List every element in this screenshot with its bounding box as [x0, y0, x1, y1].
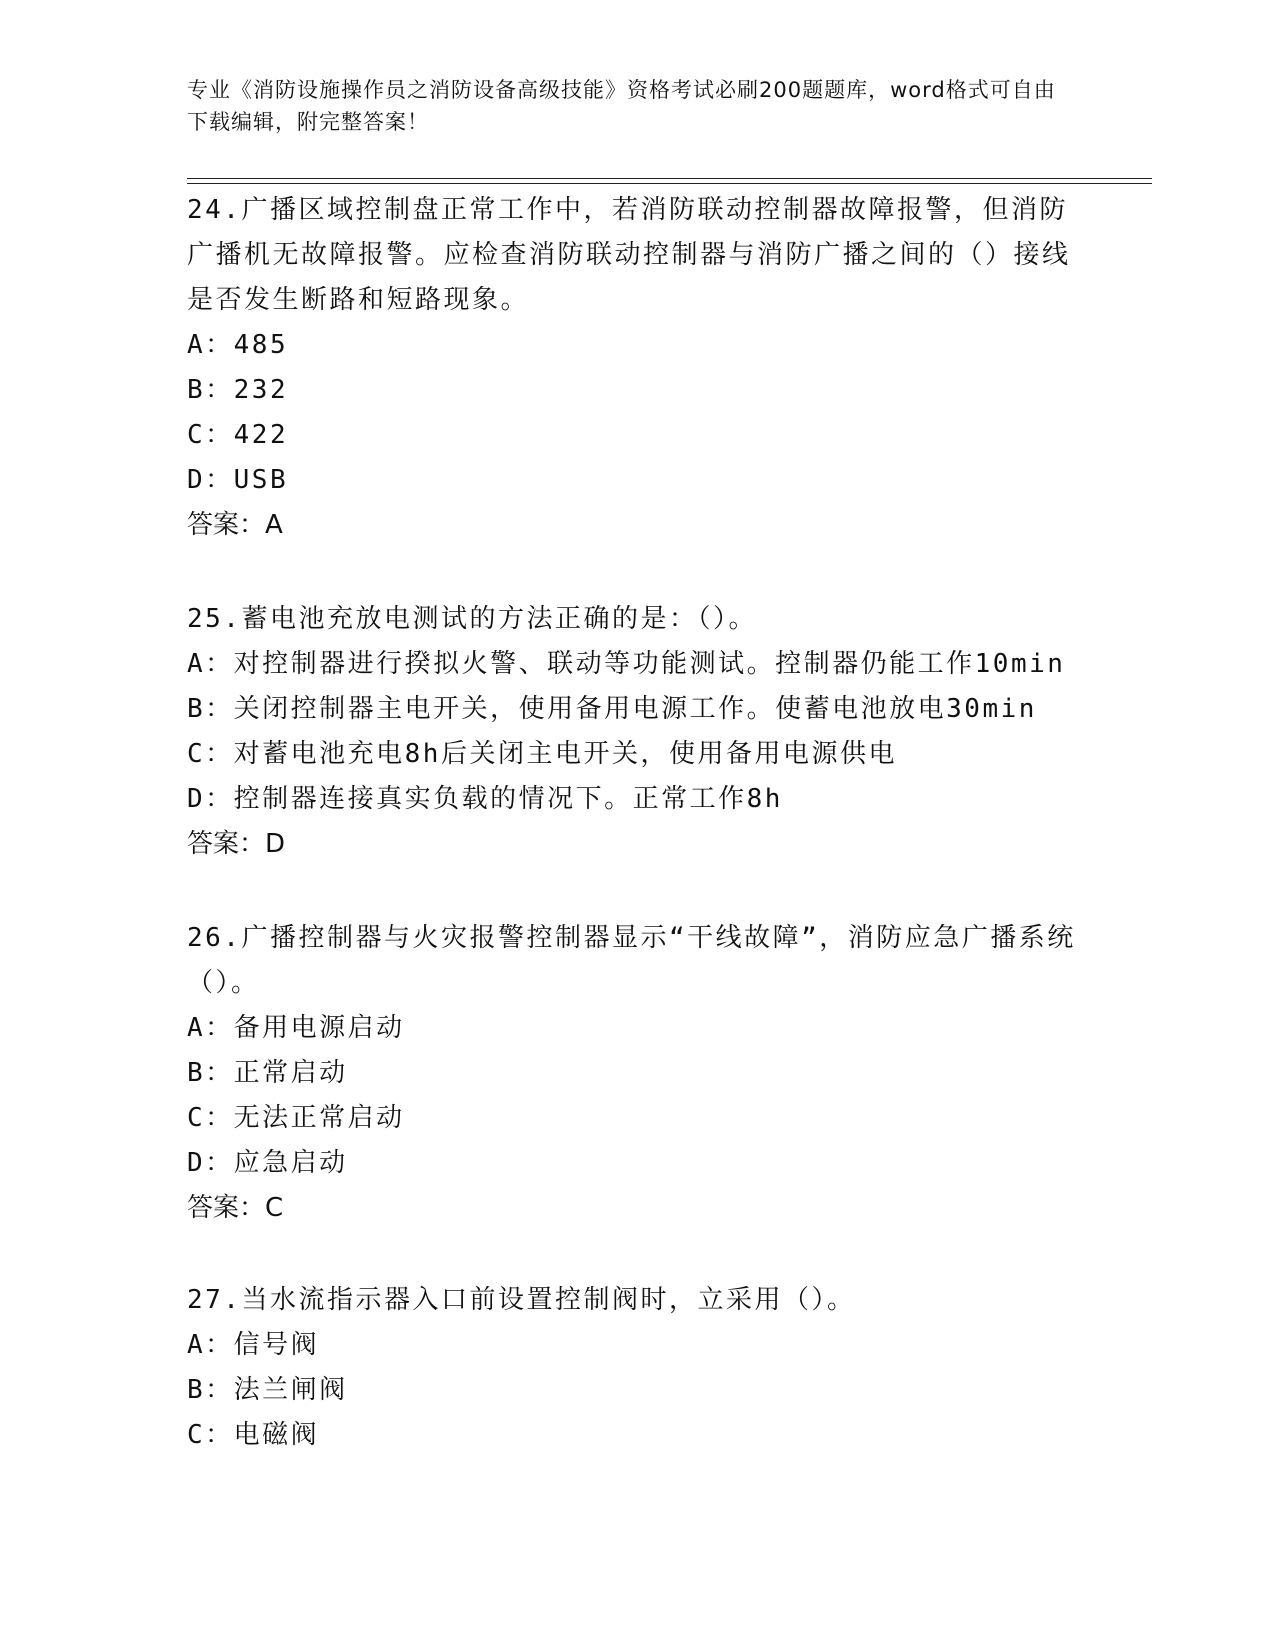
option-b: B：关闭控制器主电开关，使用备用电源工作。使蓄电池放电30min — [187, 694, 1037, 724]
question-stem: 27.当水流指示器入口前设置控制阀时，立采用（）。 — [187, 1285, 856, 1315]
option-b: B：法兰闸阀 — [187, 1375, 348, 1405]
option-c: C：无法正常启动 — [187, 1103, 405, 1133]
answer: 答案：A — [187, 510, 283, 540]
option-a: A：485 — [187, 330, 289, 360]
option-d: D：应急启动 — [187, 1148, 348, 1178]
option-d: D：控制器连接真实负载的情况下。正常工作8h — [187, 784, 783, 814]
header-divider — [187, 178, 1152, 179]
question-stem: 26.广播控制器与火灾报警控制器显示“干线故障”，消防应急广播系统（）。 — [187, 923, 1076, 998]
question-26 — [187, 916, 1087, 1231]
answer: 答案：D — [187, 829, 286, 859]
option-a: A：备用电源启动 — [187, 1013, 405, 1043]
option-b: B：正常启动 — [187, 1058, 348, 1088]
option-b: B：232 — [187, 375, 289, 405]
option-c: C：对蓄电池充电8h后关闭主电开关，使用备用电源供电 — [187, 739, 897, 769]
question-24 — [187, 188, 1087, 548]
option-d: D：USB — [187, 465, 289, 495]
option-c: C：422 — [187, 420, 289, 450]
header-divider-double — [187, 183, 1152, 184]
option-a: A：信号阀 — [187, 1330, 320, 1360]
option-c: C：电磁阀 — [187, 1420, 320, 1450]
option-a: A：对控制器进行揆拟火警、联动等功能测试。控制器仍能工作10min — [187, 649, 1066, 679]
question-25 — [187, 597, 1087, 867]
question-stem: 24.广播区域控制盘正常工作中，若消防联动控制器故障报警，但消防广播机无故障报警。应检查消防联动控制器与消防广播之间的（）接线是否发生断路和短路现象。 — [187, 195, 1071, 315]
answer: 答案：C — [187, 1193, 284, 1223]
question-27 — [187, 1278, 1087, 1458]
question-stem: 25.蓄电池充放电测试的方法正确的是：（）。 — [187, 604, 757, 634]
document-header: 专业《消防设施操作员之消防设备高级技能》资格考试必刷200题题库，word格式可自由下载编辑，附完整答案！ — [187, 78, 1056, 134]
